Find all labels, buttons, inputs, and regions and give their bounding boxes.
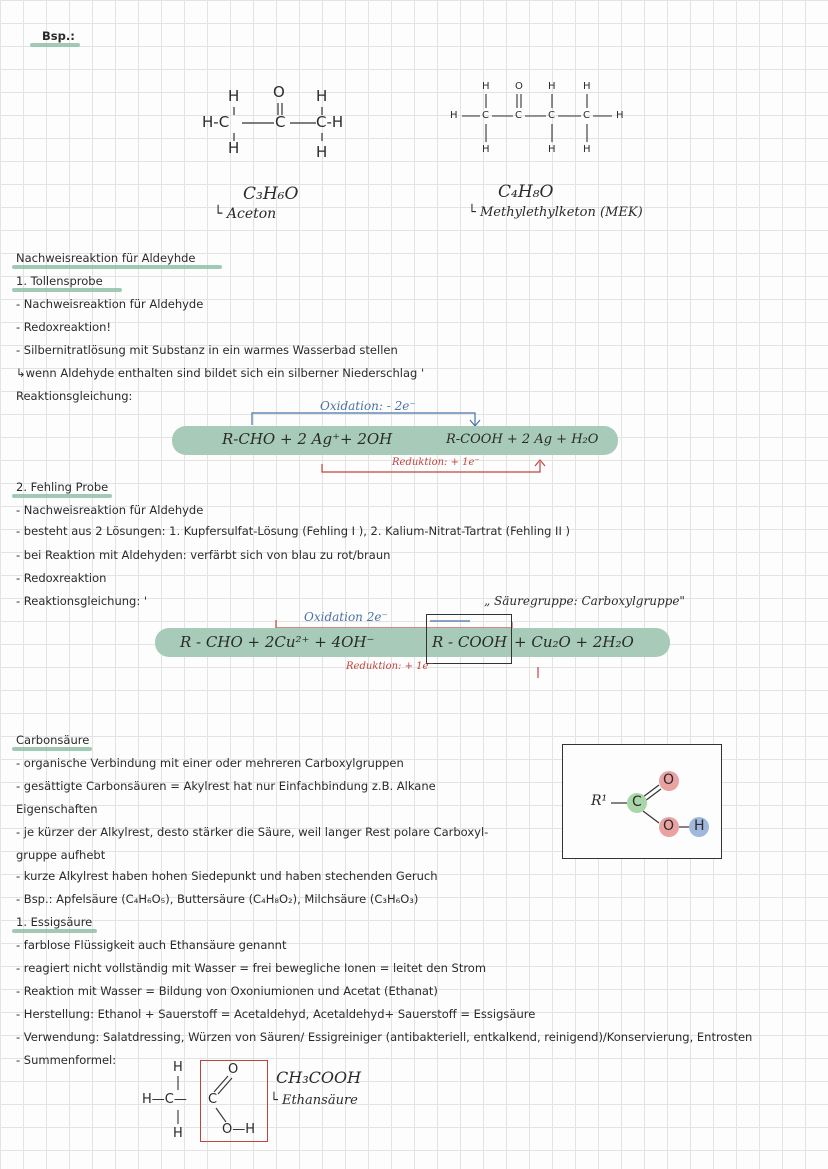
atom-h: H	[694, 818, 705, 834]
oxidation-label: Oxidation 2e⁻	[304, 610, 388, 624]
acetic-line: - Reaktion mit Wasser = Bildung von Oxoniumionen und Acetat (Ethanat)	[16, 984, 438, 998]
tollens-line: Reaktionsgleichung:	[16, 389, 133, 403]
equation-right: + Cu₂O + 2H₂O	[514, 633, 634, 651]
atom-o: O	[663, 772, 675, 788]
atom-h: H	[616, 110, 624, 121]
mek-name: Methylethylketon (MEK)	[479, 205, 643, 220]
atom-h: H	[482, 81, 490, 92]
fehling-line: - Reaktionsgleichung: '	[16, 594, 148, 608]
reduction-label: Reduktion: + 1e⁻	[346, 661, 434, 672]
tollens-line: - Redoxreaktion!	[16, 320, 112, 334]
fehling-title: 2. Fehling Probe	[16, 480, 109, 494]
example-label: Bsp.:	[42, 29, 75, 43]
atom-h: H	[482, 144, 490, 155]
atom-oh: O—H	[222, 1122, 256, 1137]
carboxyl-diagram	[562, 744, 722, 859]
acetic-line: - Summenformel:	[16, 1053, 117, 1067]
section-heading-aldehyde: Nachweisreaktion für Aldeyhde	[16, 251, 196, 265]
atom-c: C	[208, 1092, 218, 1107]
acetone-name: Aceton	[226, 206, 277, 222]
atom-c: C	[583, 110, 590, 121]
atom-ch: C-H	[316, 113, 344, 131]
acetic-name: Ethansäure	[281, 1093, 358, 1108]
mek-formula: C₄H₈O	[498, 182, 554, 202]
acetic-formula: CH₃COOH	[276, 1068, 362, 1087]
tollens-line: - Nachweisreaktion für Aldehyde	[16, 297, 204, 311]
carbon-line: - kurze Alkylrest haben hohen Siedepunkt und haben stechenden Geruch	[16, 869, 438, 883]
section-heading-carbon: Carbonsäure	[16, 733, 90, 747]
atom-c: C	[515, 110, 522, 121]
atom-o: O	[515, 81, 523, 92]
atom-h: H	[316, 87, 328, 105]
atom-h: H	[548, 144, 556, 155]
fehling-line: - bei Reaktion mit Aldehyden: verfärbt sich von blau zu rot/braun	[16, 548, 391, 562]
atom-hc: H—C—	[142, 1092, 187, 1107]
atom-c: C	[482, 110, 489, 121]
equation-mid: R - COOH	[432, 633, 508, 651]
atom-o: O	[663, 818, 675, 834]
atom-c: C	[275, 113, 286, 131]
highlight-mark	[12, 494, 112, 498]
carbon-line: gruppe aufhebt	[16, 848, 106, 862]
tollens-line: ↳wenn Aldehyde enthalten sind bildet sich ein silberner Niederschlag '	[16, 366, 425, 380]
fehling-line: - Nachweisreaktion für Aldehyde	[16, 503, 204, 517]
highlight-mark	[12, 929, 97, 933]
fehling-line: - Redoxreaktion	[16, 571, 107, 585]
atom-h: H	[548, 81, 556, 92]
atom-h: H	[173, 1126, 183, 1141]
fehling-line: - besteht aus 2 Lösungen: 1. Kupfersulfat-Lösung (Fehling I ), 2. Kalium-Nitrat-Tartrat (Fehling II )	[16, 524, 570, 538]
atom-hc: H-C	[202, 113, 230, 131]
atom-o: O	[228, 1062, 239, 1077]
carbon-line: - gesättigte Carbonsäuren = Akylrest hat nur Einfachbindung z.B. Alkane	[16, 779, 436, 793]
atom-h: H	[228, 139, 240, 157]
tollens-line: - Silbernitratlösung mit Substanz in ein warmes Wasserbad stellen	[16, 343, 398, 357]
oxidation-label: Oxidation: - 2e⁻	[320, 399, 416, 413]
atom-h: H	[450, 110, 458, 121]
atom-o: O	[273, 83, 285, 101]
equation-left: R-CHO + 2 Ag⁺+ 2OH	[222, 430, 393, 448]
atom-h: H	[583, 81, 591, 92]
atom-h: H	[583, 144, 591, 155]
carbon-line: - je kürzer der Alkylrest, desto stärker die Säure, weil langer Rest polare Carboxyl-	[16, 825, 489, 839]
atom-h: H	[228, 87, 240, 105]
acetic-line: - Herstellung: Ethanol + Sauerstoff = Acetaldehyd, Acetaldehyd+ Sauerstoff = Essigsäure	[16, 1007, 536, 1021]
atom-c: C	[632, 794, 642, 810]
acetic-name-line	[270, 1093, 358, 1108]
acid-group-annotation: „ Säuregruppe: Carboxylgruppe"	[484, 594, 685, 608]
corner-arrow-icon: └	[468, 205, 480, 220]
acetic-line: - reagiert nicht vollständig mit Wasser = frei bewegliche Ionen = leitet den Strom	[16, 961, 487, 975]
corner-arrow-icon: └	[214, 206, 227, 222]
tollens-title: 1. Tollensprobe	[16, 274, 103, 288]
acetic-line: - Verwendung: Salatdressing, Würzen von Säuren/ Essigreiniger (antibakteriell, entkalkend, reinigend)/Konservierung, Entrosten	[16, 1030, 753, 1044]
equation-left: R - CHO + 2Cu²⁺ + 4OH⁻	[180, 633, 375, 651]
reduction-label: Reduktion: + 1e⁻	[392, 457, 480, 468]
corner-arrow-icon: └	[270, 1093, 282, 1108]
atom-c: C	[548, 110, 555, 121]
equation-right: R-COOH + 2 Ag + H₂O	[446, 432, 599, 447]
atom-h: H	[173, 1060, 183, 1075]
r-group: R¹	[591, 793, 608, 809]
carbon-line: Eigenschaften	[16, 802, 98, 816]
acetic-line: - farblose Flüssigkeit auch Ethansäure genannt	[16, 938, 287, 952]
highlight-mark	[12, 747, 92, 751]
acetic-structure	[140, 1060, 280, 1150]
carbon-line: - Bsp.: Apfelsäure (C₄H₆O₅), Buttersäure (C₄H₈O₂), Milchsäure (C₃H₆O₃)	[16, 892, 419, 906]
atom-h: H	[316, 143, 328, 161]
acetic-title: 1. Essigsäure	[16, 915, 93, 929]
carbon-line: - organische Verbindung mit einer oder mehreren Carboxylgruppen	[16, 756, 404, 770]
acetone-formula: C₃H₆O	[243, 184, 299, 204]
